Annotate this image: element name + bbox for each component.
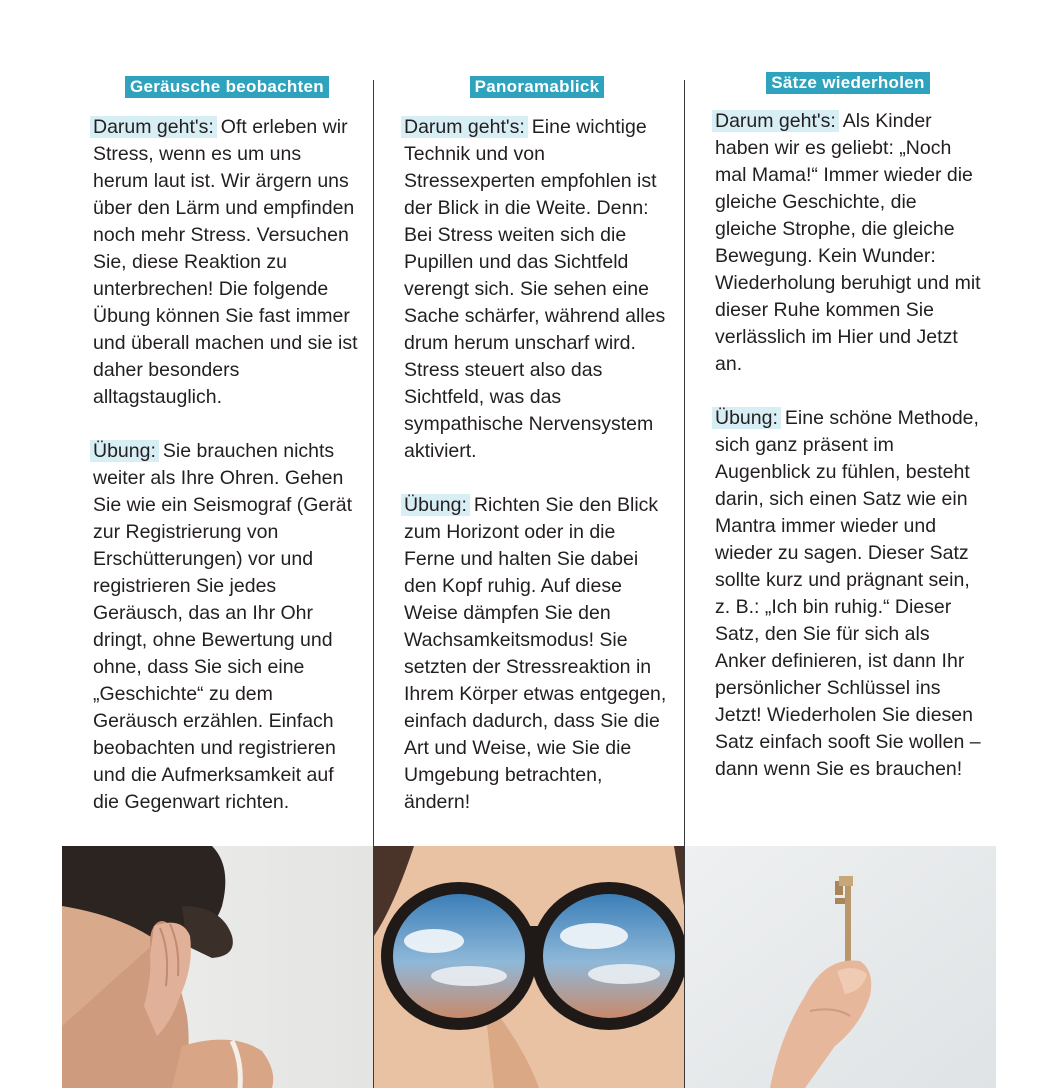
exercise-paragraph: [93, 438, 361, 816]
column-heading: Panoramablick: [470, 76, 605, 98]
listening-woman-illustration: [62, 846, 373, 1088]
hand-with-key-illustration: [685, 846, 996, 1088]
column-panoramablick: [404, 76, 670, 816]
exercise-text: Richten Sie den Blick zum Horizont oder in die Ferne und halten Sie dabei den Kopf ruhig. Auf diese Weise dämpfen Sie den Wachsamkeitsmodus! Sie setzten der Stressreaktion in Ihrem Körper etwas entgegen, einfach dadurch, dass Sie die Art und Weise, wie Sie die Umgebung betrachten, ändern!: [404, 494, 667, 813]
exercise-text: Eine schöne Methode, sich ganz präsent im Augenblick zu fühlen, besteht darin, sich einen Satz wie ein Mantra immer wieder und wieder zu sagen. Dieser Satz sollte kurz und prägnant sein, z. B.: „Ich bin ruhig.“ Dieser Satz, den Sie für sich als Anker definieren, ist dann Ihr persönlicher Schlüssel ins Jetzt! Wiederholen Sie diesen Satz einfach sooft Sie wollen – dann wenn Sie es brauchen!: [715, 407, 981, 780]
intro-text: Oft erleben wir Stress, wenn es um uns herum laut ist. Wir ärgern uns über den Lärm und empfinden noch mehr Stress. Versuchen Sie, diese Reaktion zu unterbrechen! Die folgende Übung können Sie fast immer und überall machen und sie ist daher besonders alltagstauglich.: [93, 116, 358, 408]
column-geraeusche: [93, 76, 361, 816]
exercise-paragraph: [404, 492, 670, 816]
exercise-label: Übung:: [401, 494, 470, 516]
intro-paragraph: [404, 114, 670, 465]
exercise-label: Übung:: [712, 407, 781, 429]
exercise-label: Übung:: [90, 440, 159, 462]
intro-label: Darum geht's:: [401, 116, 528, 138]
intro-paragraph: [93, 114, 361, 411]
column-heading: Geräusche beobachten: [125, 76, 329, 98]
intro-label: Darum geht's:: [712, 110, 839, 132]
exercise-paragraph: [715, 405, 981, 783]
column-heading: Sätze wiederholen: [766, 72, 929, 94]
photo-sunglasses: [374, 846, 684, 1088]
intro-text: Eine wichtige Technik und von Stressexperten empfohlen ist der Blick in die Weite. Denn: Bei Stress weiten sich die Pupillen und das Sichtfeld verengt sich. Sie sehen eine Sache schärfer, während alles drum herum unscharf wird. Stress steuert also das Sichtfeld, was das sympathische Nervensystem aktiviert.: [404, 116, 666, 462]
photo-key: [685, 846, 996, 1088]
column-saetze: [715, 72, 981, 783]
intro-text: Als Kinder haben wir es geliebt: „Noch mal Mama!“ Immer wieder die gleiche Geschichte, die gleiche Strophe, die gleiche Bewegung. Kein Wunder: Wiederholung beruhigt und mit dieser Ruhe kommen Sie verlässlich im Hier und Jetzt an.: [715, 110, 981, 375]
intro-label: Darum geht's:: [90, 116, 217, 138]
photo-listening-woman: [62, 846, 373, 1088]
exercise-text: Sie brauchen nichts weiter als Ihre Ohren. Gehen Sie wie ein Seismograf (Gerät zur Registrierung von Erschütterungen) vor und registrieren Sie jedes Geräusch, das an Ihr Ohr dringt, ohne Bewertung und ohne, dass Sie sich eine „Geschichte“ zu dem Geräusch erzählen. Einfach beobachten und registrieren und die Aufmerksamkeit auf die Gegenwart richten.: [93, 440, 353, 813]
intro-paragraph: [715, 108, 981, 378]
sunglasses-illustration: [374, 846, 684, 1088]
